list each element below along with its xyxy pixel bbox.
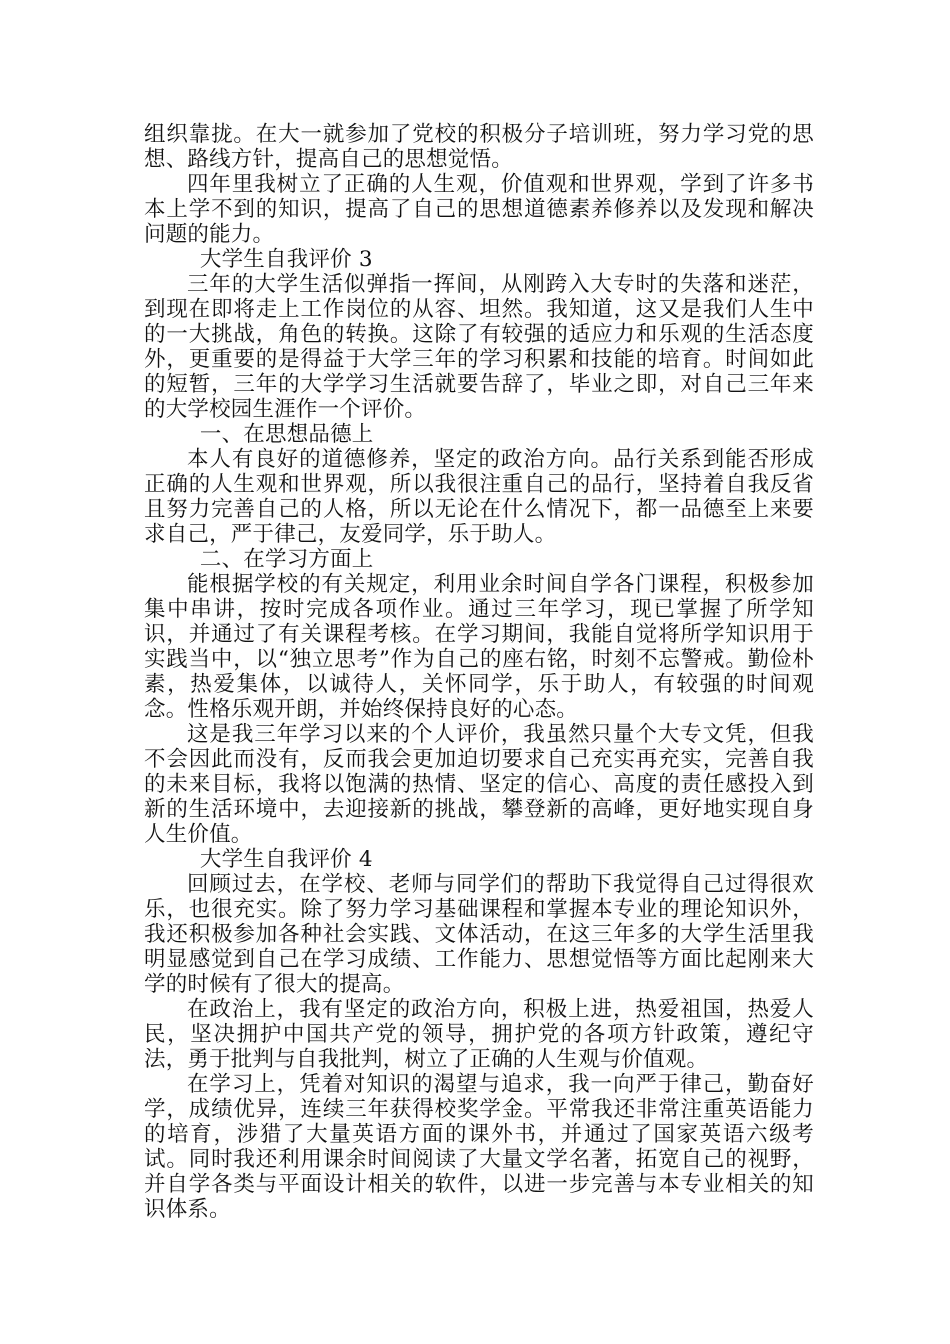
paragraph: 能根据学校的有关规定，利用业余时间自学各门课程，积极参加集中串讲，按时完成各项作业。通过三年学习，现已掌握了所学知识，并通过了有关课程考核。在学习期间，我能自觉将所学知识用于实践当中，以“独立思考”作为自己的座右铭，时刻不忘警戒。勤俭朴素，热爱集体，以诚待人，关怀同学，乐于助人，有较强的时间观念。性格乐观开朗，并始终保持良好的心态。 [144,572,814,722]
section-heading: 大学生自我评价 4 [199,847,373,872]
paragraph: 在学习上，凭着对知识的渴望与追求，我一向严于律己，勤奋好学，成绩优异，连续三年获得校奖学金。平常我还非常注重英语能力的培育，涉猎了大量英语方面的课外书，并通过了国家英语六级考试。同时我还利用课余时间阅读了大量文学名著，拓宽自己的视野，并自学各类与平面设计相关的软件，以进一步完善与本专业相关的知识体系。 [144,1072,814,1222]
paragraph: 四年里我树立了正确的人生观，价值观和世界观，学到了许多书本上学不到的知识，提高了自己的思想道德素养修养以及发现和解决问题的能力。 [144,172,814,247]
paragraph: 在政治上，我有坚定的政治方向，积极上进，热爱祖国，热爱人民，坚决拥护中国共产党的领导，拥护党的各项方针政策，遵纪守法，勇于批判与自我批判，树立了正确的人生观与价值观。 [144,997,814,1072]
paragraph: 本人有良好的道德修养，坚定的政治方向。品行关系到能否形成正确的人生观和世界观，所以我很注重自己的品行，坚持着自我反省且努力完善自己的人格，所以无论在什么情况下，都一品德至上来要求自己，严于律己，友爱同学，乐于助人。 [144,447,814,547]
paragraph: 回顾过去，在学校、老师与同学们的帮助下我觉得自己过得很欢乐，也很充实。除了努力学习基础课程和掌握本专业的理论知识外，我还积极参加各种社会实践、文体活动，在这三年多的大学生活里我明显感觉到自己在学习成绩、工作能力、思想觉悟等方面比起刚来大学的时候有了很大的提高。 [144,872,814,997]
section-heading: 大学生自我评价 3 [199,247,373,272]
document-body [144,122,814,1222]
paragraph: 这是我三年学习以来的个人评价，我虽然只量个大专文凭，但我不会因此而没有，反而我会更加迫切要求自己充实再充实，完善自我的未来目标，我将以饱满的热情、坚定的信心、高度的责任感投入到新的生活环境中，去迎接新的挑战，攀登新的高峰，更好地实现自身人生价值。 [144,722,814,847]
paragraph: 三年的大学生活似弹指一挥间，从刚跨入大专时的失落和迷茫，到现在即将走上工作岗位的从容、坦然。我知道，这又是我们人生中的一大挑战，角色的转换。这除了有较强的适应力和乐观的生活态度外，更重要的是得益于大学三年的学习积累和技能的培育。时间如此的短暂，三年的大学学习生活就要告辞了，毕业之即，对自己三年来的大学校园生涯作一个评价。 [144,272,814,422]
section-heading: 一、在思想品德上 [199,422,374,447]
section-heading: 二、在学习方面上 [199,547,374,572]
paragraph: 组织靠拢。在大一就参加了党校的积极分子培训班，努力学习党的思想、路线方针，提高自己的思想觉悟。 [144,122,814,172]
